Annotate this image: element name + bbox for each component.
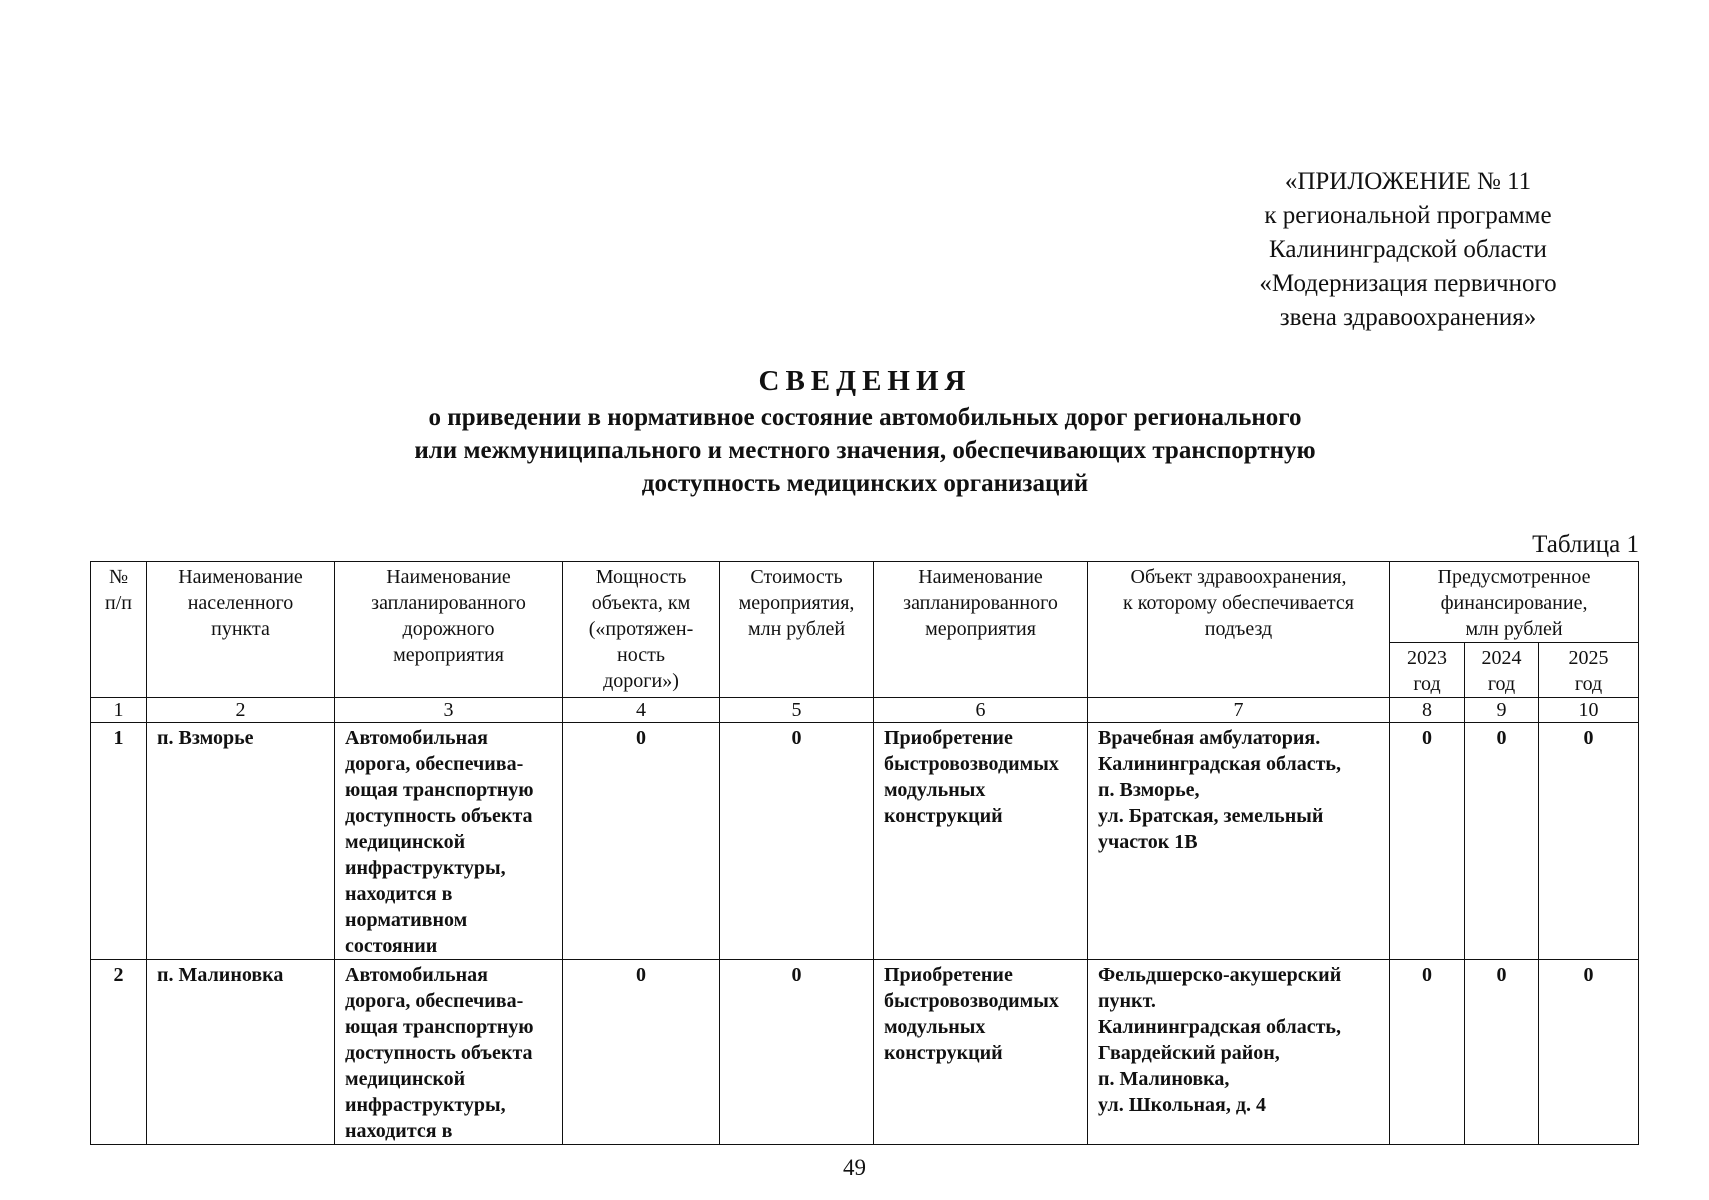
column-number: 2 [147,698,335,723]
table-row [91,960,1639,1145]
cell-settlement: п. Малиновка [147,960,335,1145]
cell-settlement: п. Взморье [147,723,335,960]
cell-planned-event: Приобретение быстровозводимых модульных конструкций [874,723,1088,960]
appendix-header [1178,165,1638,335]
column-number: 1 [91,698,147,723]
page-number: 49 [843,1155,866,1180]
cell-cost: 0 [720,960,874,1145]
cell-2023: 0 [1390,960,1465,1145]
cell-capacity: 0 [563,960,720,1145]
column-number: 8 [1390,698,1465,723]
column-number: 6 [874,698,1088,723]
subtitle-line: или межмуниципального и местного значения, обеспечивающих транспортную [414,437,1316,464]
header-capacity: Мощность объекта, км («протяжен- ность дороги») [563,562,720,698]
header-row [91,562,1639,643]
header-planned-event: Наименование запланированного мероприятия [874,562,1088,698]
cell-2025: 0 [1539,960,1639,1145]
column-number: 4 [563,698,720,723]
cell-num: 1 [91,723,147,960]
header-road-event: Наименование запланированного дорожного мероприятия [335,562,563,698]
header-year-2024: 2024 год [1465,643,1539,698]
table-row [91,723,1639,960]
table-label: Таблица 1 [1532,531,1639,558]
appendix-line: «ПРИЛОЖЕНИЕ № 11 [1284,168,1532,195]
cell-2024: 0 [1465,723,1539,960]
header-year-2025: 2025 год [1539,643,1639,698]
cell-facility: Фельдшерско-акушерский пункт. Калининградская область, Гвардейский район, п. Малиновка, ул. Школьная, д. 4 [1088,960,1390,1145]
appendix-line: звена здравоохранения» [1279,304,1537,331]
cell-2023: 0 [1390,723,1465,960]
column-number: 9 [1465,698,1539,723]
column-number: 10 [1539,698,1639,723]
cell-capacity: 0 [563,723,720,960]
document-title [300,361,1430,500]
column-number: 3 [335,698,563,723]
data-table [90,561,1639,1145]
appendix-line: к региональной программе [1264,202,1552,229]
header-num: № п/п [91,562,147,698]
appendix-line: Калининградской области [1269,236,1547,263]
header-facility: Объект здравоохранения, к которому обеспечивается подъезд [1088,562,1390,698]
cell-planned-event: Приобретение быстровозводимых модульных конструкций [874,960,1088,1145]
cell-road-event: Автомобильная дорога, обеспечива- ющая транспортную доступность объекта медицинской инфраструктуры, находится в нормативном состоянии [335,723,563,960]
cell-road-event: Автомобильная дорога, обеспечива- ющая транспортную доступность объекта медицинской инфраструктуры, находится в [335,960,563,1145]
appendix-line: «Модернизация первичного [1259,270,1557,297]
header-financing: Предусмотренное финансирование, млн рублей [1390,562,1639,643]
subtitle-line: доступность медицинских организаций [641,470,1089,497]
cell-2025: 0 [1539,723,1639,960]
header-settlement: Наименование населенного пункта [147,562,335,698]
header-cost: Стоимость мероприятия, млн рублей [720,562,874,698]
cell-num: 2 [91,960,147,1145]
subtitle-line: о приведении в нормативное состояние автомобильных дорог регионального [428,404,1302,431]
column-number-row [91,698,1639,723]
cell-facility: Врачебная амбулатория. Калининградская область, п. Взморье, ул. Братская, земельный участок 1В [1088,723,1390,960]
title-main: СВЕДЕНИЯ [758,365,972,397]
cell-2024: 0 [1465,960,1539,1145]
column-number: 5 [720,698,874,723]
header-year-2023: 2023 год [1390,643,1465,698]
cell-cost: 0 [720,723,874,960]
column-number: 7 [1088,698,1390,723]
